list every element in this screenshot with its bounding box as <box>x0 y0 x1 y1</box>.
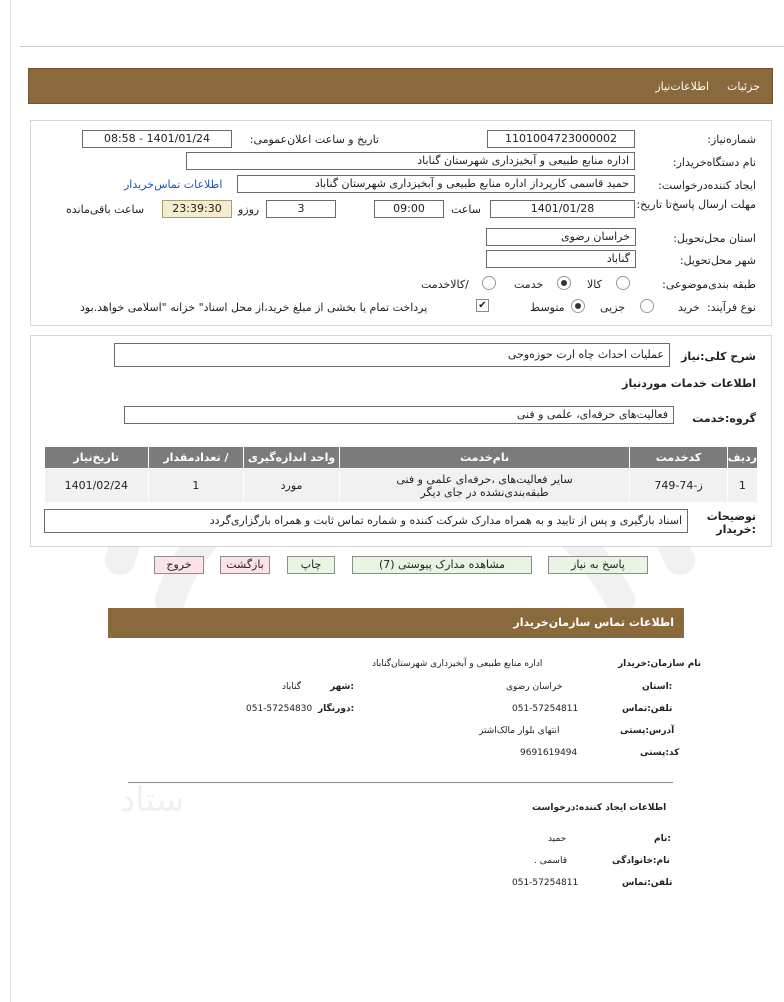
city-value-c: گناباد <box>282 682 301 692</box>
category-label: طبقه بندی‌موضوعی: <box>662 278 756 291</box>
back-button[interactable]: بازگشت <box>220 556 270 574</box>
services-title: اطلاعات خدمات موردنیاز <box>622 377 756 390</box>
need-info-panel <box>30 120 772 326</box>
org-label: نام سازمان:خریدار <box>618 659 702 669</box>
postal-value: 9691619494 <box>520 748 578 758</box>
cell-quantity: 1 <box>148 469 244 503</box>
phone-value: 051-57254811 <box>512 704 579 714</box>
address-value: انتهای بلوار مالک‌اشتر <box>479 726 560 736</box>
category-goods-service-label: /کالاخدمت <box>421 278 469 291</box>
reply-button[interactable]: پاسخ به نیاز <box>548 556 648 574</box>
cell-service-name: سایر فعالیت‌های ،حرفه‌ای علمی و فنی طبقه‌بندی‌نشده در جای دیگر <box>339 469 629 503</box>
process-label: نوع فرآیند: <box>706 301 756 314</box>
buyer-notes-label: توضیحات :خریدار <box>706 510 756 536</box>
payment-note: پرداخت تمام یا بخشی از مبلغ خرید،از محل اسناد" خزانه "اسلامی خواهد.بود <box>80 301 428 314</box>
services-table-header <box>45 447 758 469</box>
creator-phone-value: 051-57254811 <box>512 878 579 888</box>
city-label-c: :شهر <box>330 682 354 692</box>
creator-info-title: اطلاعات ایجاد کننده:درخواست <box>532 803 667 813</box>
category-goods-radio[interactable] <box>616 276 630 290</box>
province-label-c: :استان <box>642 682 673 692</box>
attachments-button[interactable]: مشاهده مدارک پیوستی (7) <box>352 556 532 574</box>
details-header-bar <box>28 68 773 104</box>
process-buy-label: خرید <box>678 301 700 314</box>
col-service-code: کدخدمت <box>630 447 727 469</box>
service-group-field: فعالیت‌های حرفه‌ای، علمی و فنی <box>124 406 674 424</box>
remaining-label: ساعت باقی‌مانده <box>66 203 145 216</box>
city-label: شهر محل‌تحویل: <box>679 254 756 267</box>
cell-service-code: ز-74-749 <box>630 469 727 503</box>
service-group-label: گروه:خدمت <box>692 412 756 425</box>
remaining-time-field: 23:39:30 <box>162 200 232 218</box>
fax-label: :دورنگار <box>318 704 355 714</box>
family-value: قاسمی . <box>534 856 568 866</box>
watermark-text: ستاد <box>120 780 185 820</box>
col-quantity: / تعدادمقدار <box>148 447 244 469</box>
category-goods-service-radio[interactable] <box>482 276 496 290</box>
fax-value: 051-57254830 <box>246 704 313 714</box>
tab-details[interactable]: جزئیات <box>727 79 760 93</box>
process-medium-label: متوسط <box>530 301 565 314</box>
general-desc-label: شرح کلی:نیاز <box>681 350 756 363</box>
exit-button[interactable]: خروج <box>154 556 204 574</box>
phone-label: تلفن:تماس <box>622 704 673 714</box>
address-label: آدرس:پستی <box>620 726 675 736</box>
family-label: نام:خانوادگی <box>612 856 670 866</box>
name-value: حمید <box>548 834 567 844</box>
contact-header-bar: اطلاعات تماس سازمان‌خریدار <box>108 608 684 638</box>
top-separator <box>20 46 784 47</box>
deadline-label: مهلت ارسال پاسخ‌تا تاریخ: <box>636 198 756 211</box>
postal-label: کد:پستی <box>640 748 680 758</box>
creator-label: ایجاد کننده‌درخواست: <box>658 179 756 192</box>
buyer-contact-link[interactable]: اطلاعات تماس‌خریدار <box>124 178 223 191</box>
days-field: 3 <box>266 200 336 218</box>
col-need-date: تاریخ‌نیاز <box>45 447 149 469</box>
services-table <box>44 446 758 503</box>
announce-date-field: 1401/01/24 - 08:58 <box>82 130 232 148</box>
contact-divider <box>128 782 673 783</box>
buyer-notes-field: اسناد بارگیری و پس از تایید و به همراه مدارک شرکت کننده و شماره تماس ثابت و همراه بارگزاری‌گردد <box>44 509 688 533</box>
announce-label: تاریخ و ساعت اعلان‌عمومی: <box>249 133 379 146</box>
creator-field: حمید قاسمی کارپرداز اداره منابع طبیعی و آبخیزداری شهرستان گناباد <box>237 175 635 193</box>
left-border-line <box>10 0 11 1002</box>
col-service-name: نام‌خدمت <box>339 447 629 469</box>
process-partial-label: جزیی <box>600 301 626 314</box>
province-value-c: خراسان رضوی <box>506 682 563 692</box>
city-field: گناباد <box>486 250 636 268</box>
col-row: ردیف <box>727 447 757 469</box>
province-field: خراسان رضوی <box>486 228 636 246</box>
buyer-label: نام دستگاه‌خریدار: <box>672 156 756 169</box>
creator-phone-label: تلفن:تماس <box>622 878 673 888</box>
process-partial-radio[interactable] <box>640 299 654 313</box>
table-row <box>45 469 758 503</box>
org-value: اداره منابع طبیعی و آبخیزداری شهرستان‌گناباد <box>372 659 543 669</box>
print-button[interactable]: چاپ <box>287 556 335 574</box>
province-label: استان محل‌تحویل: <box>673 232 756 245</box>
cell-row: 1 <box>727 469 757 503</box>
cell-need-date: 1401/02/24 <box>45 469 149 503</box>
payment-checkbox[interactable]: ✔ <box>476 299 489 312</box>
buyer-field: اداره منابع طبیعی و آبخیزداری شهرستان گناباد <box>186 152 635 170</box>
col-unit: واحد اندازه‌گیری <box>244 447 340 469</box>
category-service-label: خدمت <box>514 278 544 291</box>
cell-unit: مورد <box>244 469 340 503</box>
deadline-date-field: 1401/01/28 <box>490 200 635 218</box>
deadline-time-label: ساعت <box>451 203 481 216</box>
general-desc-field: عملیات احداث چاه ارت حوزه‌وجی <box>114 343 670 367</box>
days-label: روزو <box>238 203 260 216</box>
process-medium-radio[interactable] <box>571 299 585 313</box>
category-goods-label: کالا <box>587 278 602 291</box>
need-number-field: 1101004723000002 <box>487 130 635 148</box>
tab-need-info[interactable]: اطلاعات‌نیاز <box>655 79 710 93</box>
deadline-time-field: 09:00 <box>374 200 444 218</box>
need-number-label: شماره‌نیاز: <box>707 133 756 146</box>
category-service-radio[interactable] <box>557 276 571 290</box>
name-label: :نام <box>654 834 671 844</box>
